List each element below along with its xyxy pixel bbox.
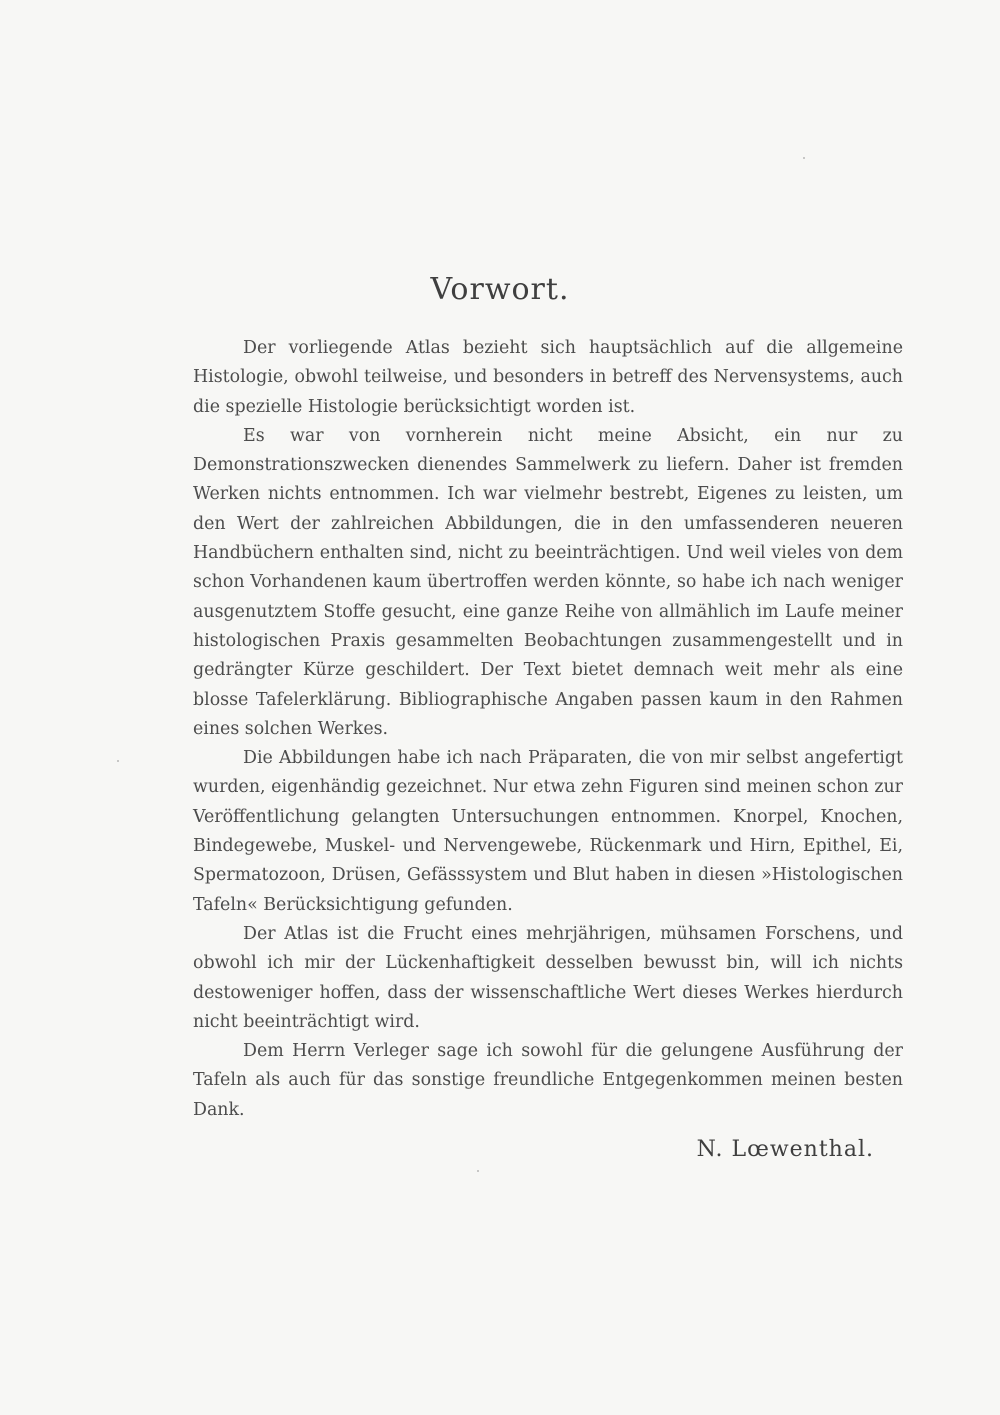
paragraph-2: Es war von vornherein nicht meine Absicht, ein nur zu Demonstrationszwecken dienendes Sammelwerk zu liefern. Daher ist fremden Werken nichts entnommen. Ich war vielmehr bestrebt, Eigenes zu leisten, um den Wert der zahlreichen Abbildungen, die in den umfassenderen neueren Handbüchern enthalten sind, nicht zu beeinträchtigen. Und weil vieles von dem schon Vorhandenen kaum übertroffen werden könnte, so habe ich nach weniger ausgenutztem Stoffe gesucht, eine ganze Reihe von allmählich im Laufe meiner histologischen Praxis gesammelten Beobachtungen zusammengestellt und in gedrängter Kürze geschildert. Der Text bietet demnach weit mehr als eine blosse Tafelerklärung. Bibliographische Angaben passen kaum in den Rahmen eines solchen Werkes.	[193, 425, 903, 739]
paper-speck	[477, 1170, 479, 1172]
page-title: Vorwort.	[430, 272, 570, 307]
paper-speck	[117, 760, 119, 762]
paragraph-3: Die Abbildungen habe ich nach Präparaten, die von mir selbst angefertigt wurden, eigenhändig gezeichnet. Nur etwa zehn Figuren sind meinen schon zur Veröffentlichung gelangten Untersuchungen entnommen. Knorpel, Knochen, Bindegewebe, Muskel- und Nervengewebe, Rückenmark und Hirn, Epithel, Ei, Spermatozoon, Drüsen, Gefässsystem und Blut haben in diesen »Histologischen Tafeln« Berücksichtigung gefunden.	[193, 748, 903, 915]
paper-speck	[803, 157, 805, 159]
paragraph-4: Der Atlas ist die Frucht eines mehrjährigen, mühsamen Forschens, und obwohl ich mir der Lückenhaftigkeit desselben bewusst bin, will ich nichts destoweniger hoffen, dass der wissenschaftliche Wert dieses Werkes hierdurch nicht beeinträchtigt wird.	[193, 923, 903, 1032]
author-signature: N. Lœwenthal.	[696, 1137, 874, 1162]
preface-body	[193, 334, 903, 1125]
paragraph-5: Dem Herrn Verleger sage ich sowohl für die gelungene Ausführung der Tafeln als auch für das sonstige freundliche Entgegenkommen meinen besten Dank.	[193, 1041, 903, 1120]
paragraph-1: Der vorliegende Atlas bezieht sich hauptsächlich auf die allgemeine Histologie, obwohl teilweise, und besonders in betreff des Nervensystems, auch die spezielle Histologie berücksichtigt worden ist.	[193, 338, 903, 417]
